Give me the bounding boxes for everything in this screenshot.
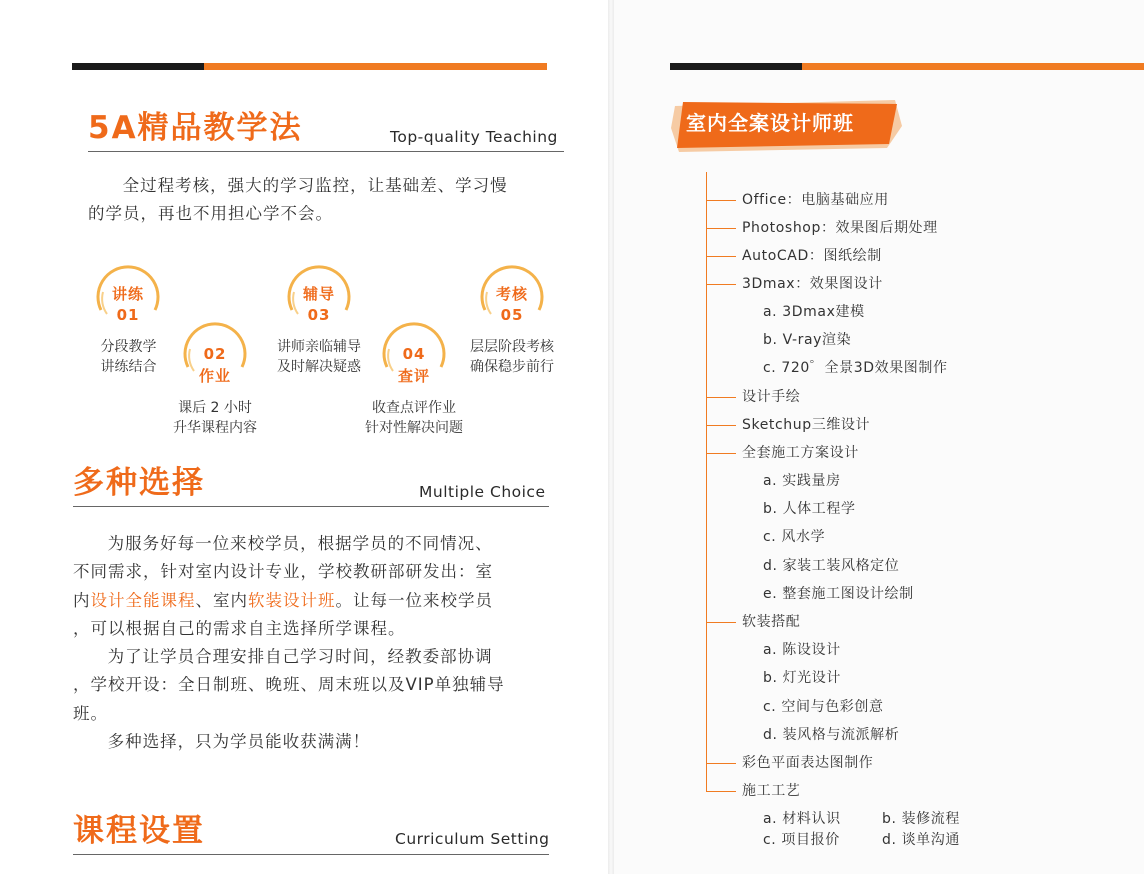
- course-item: [742, 217, 938, 239]
- section-subtitle-teaching: Top-quality Teaching: [390, 128, 558, 146]
- para-line: [73, 587, 551, 615]
- course-subitem: b. V-ray渲染: [763, 332, 852, 348]
- para-line: ，学校开设：全日制班、晚班、周末班以及VIP单独辅导: [73, 675, 505, 695]
- caption-line: 及时解决疑惑: [277, 359, 361, 375]
- section-title-curriculum: 课程设置: [73, 813, 205, 849]
- course-subitem: c. 720゜全景3D效果图制作: [763, 360, 948, 376]
- top-bar-left: [72, 63, 547, 70]
- section-rule: [88, 151, 564, 152]
- course-subitem: a. 材料认识: [763, 811, 841, 827]
- section-rule: [73, 506, 549, 507]
- step-caption: [155, 398, 275, 438]
- caption-line: 确保稳步前行: [470, 359, 554, 375]
- step-badge-01: [93, 262, 163, 332]
- step-number: 05: [500, 306, 524, 324]
- course-subitem: c. 风水学: [763, 529, 826, 545]
- step-caption: [458, 337, 566, 377]
- caption-line: 升华课程内容: [173, 420, 257, 436]
- top-bar-right: [670, 63, 1144, 70]
- section-title-teaching: 5A精品教学法: [88, 110, 303, 146]
- course-item: [742, 611, 800, 633]
- caption-line: 课后 2 小时: [178, 400, 252, 416]
- course-subitem: b. 装修流程: [882, 811, 960, 827]
- course-item-label: 设计手绘: [742, 389, 801, 405]
- course-item-label: Office：电脑基础应用: [742, 192, 889, 208]
- course-item-label: 全套施工方案设计: [742, 445, 859, 461]
- step-badge-04: [379, 319, 449, 389]
- course-tab-title: 室内全案设计师班: [686, 111, 854, 135]
- step-caption: [264, 337, 374, 377]
- course-subitem: c. 空间与色彩创意: [763, 699, 884, 715]
- highlight-soft-decoration-class: 软装设计班: [248, 590, 336, 610]
- section-rule: [73, 854, 549, 855]
- course-item-label: 软装搭配: [742, 614, 801, 630]
- course-item: [742, 780, 800, 802]
- tree-trunk: [706, 172, 707, 792]
- step-name: 查评: [397, 367, 430, 385]
- course-subitem: d. 家装工装风格定位: [763, 558, 900, 574]
- course-item-label: AutoCAD：图纸绘制: [742, 248, 882, 264]
- intro-line: 的学员，再也不用担心学不会。: [88, 204, 333, 224]
- course-item-label: 施工工艺: [742, 783, 801, 799]
- step-name: 作业: [198, 367, 231, 385]
- caption-line: 收查点评作业: [372, 400, 456, 416]
- step-name: 讲练: [111, 285, 144, 303]
- course-item-label: 彩色平面表达图制作: [742, 755, 874, 771]
- text-span: 。让每一位来校学员: [335, 590, 493, 610]
- course-subitem: d. 谈单沟通: [882, 832, 960, 848]
- course-item-label: Sketchup三维设计: [742, 417, 871, 433]
- section-title-choice: 多种选择: [73, 465, 205, 501]
- course-subitem: a. 实践量房: [763, 473, 841, 489]
- step-caption: [91, 337, 166, 377]
- para-line: 多种选择，只为学员能收获满满！: [107, 732, 371, 752]
- text-span: 、室内: [195, 590, 248, 610]
- step-badge-05: [477, 262, 547, 332]
- course-item: [742, 386, 800, 408]
- course-subitem: d. 装风格与流派解析: [763, 727, 900, 743]
- course-item: [742, 273, 883, 295]
- intro-line: 全过程考核，强大的学习监控，让基础差、学习慢: [122, 176, 508, 195]
- choice-paragraph: [73, 530, 551, 756]
- course-subitem: c. 项目报价: [763, 832, 840, 848]
- course-item: [742, 752, 873, 774]
- para-line: 不同需求，针对室内设计专业，学校教研部研发出：室: [73, 562, 493, 582]
- step-name: 考核: [495, 285, 528, 303]
- course-item: [742, 442, 859, 464]
- step-name: 辅导: [302, 285, 335, 303]
- course-item-label: 3Dmax：效果图设计: [742, 276, 883, 292]
- course-subitem: e. 整套施工图设计绘制: [763, 586, 914, 602]
- para-line: ，可以根据自己的需求自主选择所学课程。: [73, 618, 406, 638]
- course-item: [742, 245, 882, 267]
- caption-line: 针对性解决问题: [365, 420, 463, 436]
- para-line: 班。: [73, 703, 108, 723]
- caption-line: 层层阶段考核: [470, 339, 554, 355]
- highlight-full-course: 设计全能课程: [90, 590, 196, 610]
- caption-line: 讲师亲临辅导: [277, 339, 361, 355]
- step-number: 04: [402, 345, 426, 363]
- step-number: 02: [203, 345, 227, 363]
- course-item: [742, 189, 889, 211]
- step-number: 01: [116, 306, 140, 324]
- course-subitem: a. 3Dmax建模: [763, 304, 865, 320]
- step-number: 03: [307, 306, 331, 324]
- para-line: 为了让学员合理安排自己学习时间，经教委部协调: [107, 647, 493, 667]
- course-subitem: a. 陈设设计: [763, 642, 841, 658]
- caption-line: 分段教学: [100, 339, 157, 355]
- step-badge-02: [180, 319, 250, 389]
- course-item: [742, 414, 870, 436]
- text-span: 内: [73, 590, 91, 610]
- page-gutter: [608, 0, 614, 874]
- step-badge-03: [284, 262, 354, 332]
- caption-line: 讲练结合: [100, 359, 157, 375]
- section-subtitle-choice: Multiple Choice: [419, 483, 546, 501]
- section-subtitle-curriculum: Curriculum Setting: [395, 830, 550, 848]
- course-subitem: b. 灯光设计: [763, 670, 841, 686]
- step-caption: [352, 398, 476, 438]
- course-item-label: Photoshop：效果图后期处理: [742, 220, 938, 236]
- intro-paragraph: [88, 172, 564, 229]
- para-line: 为服务好每一位来校学员，根据学员的不同情况、: [107, 534, 493, 553]
- course-subitem: b. 人体工程学: [763, 501, 856, 517]
